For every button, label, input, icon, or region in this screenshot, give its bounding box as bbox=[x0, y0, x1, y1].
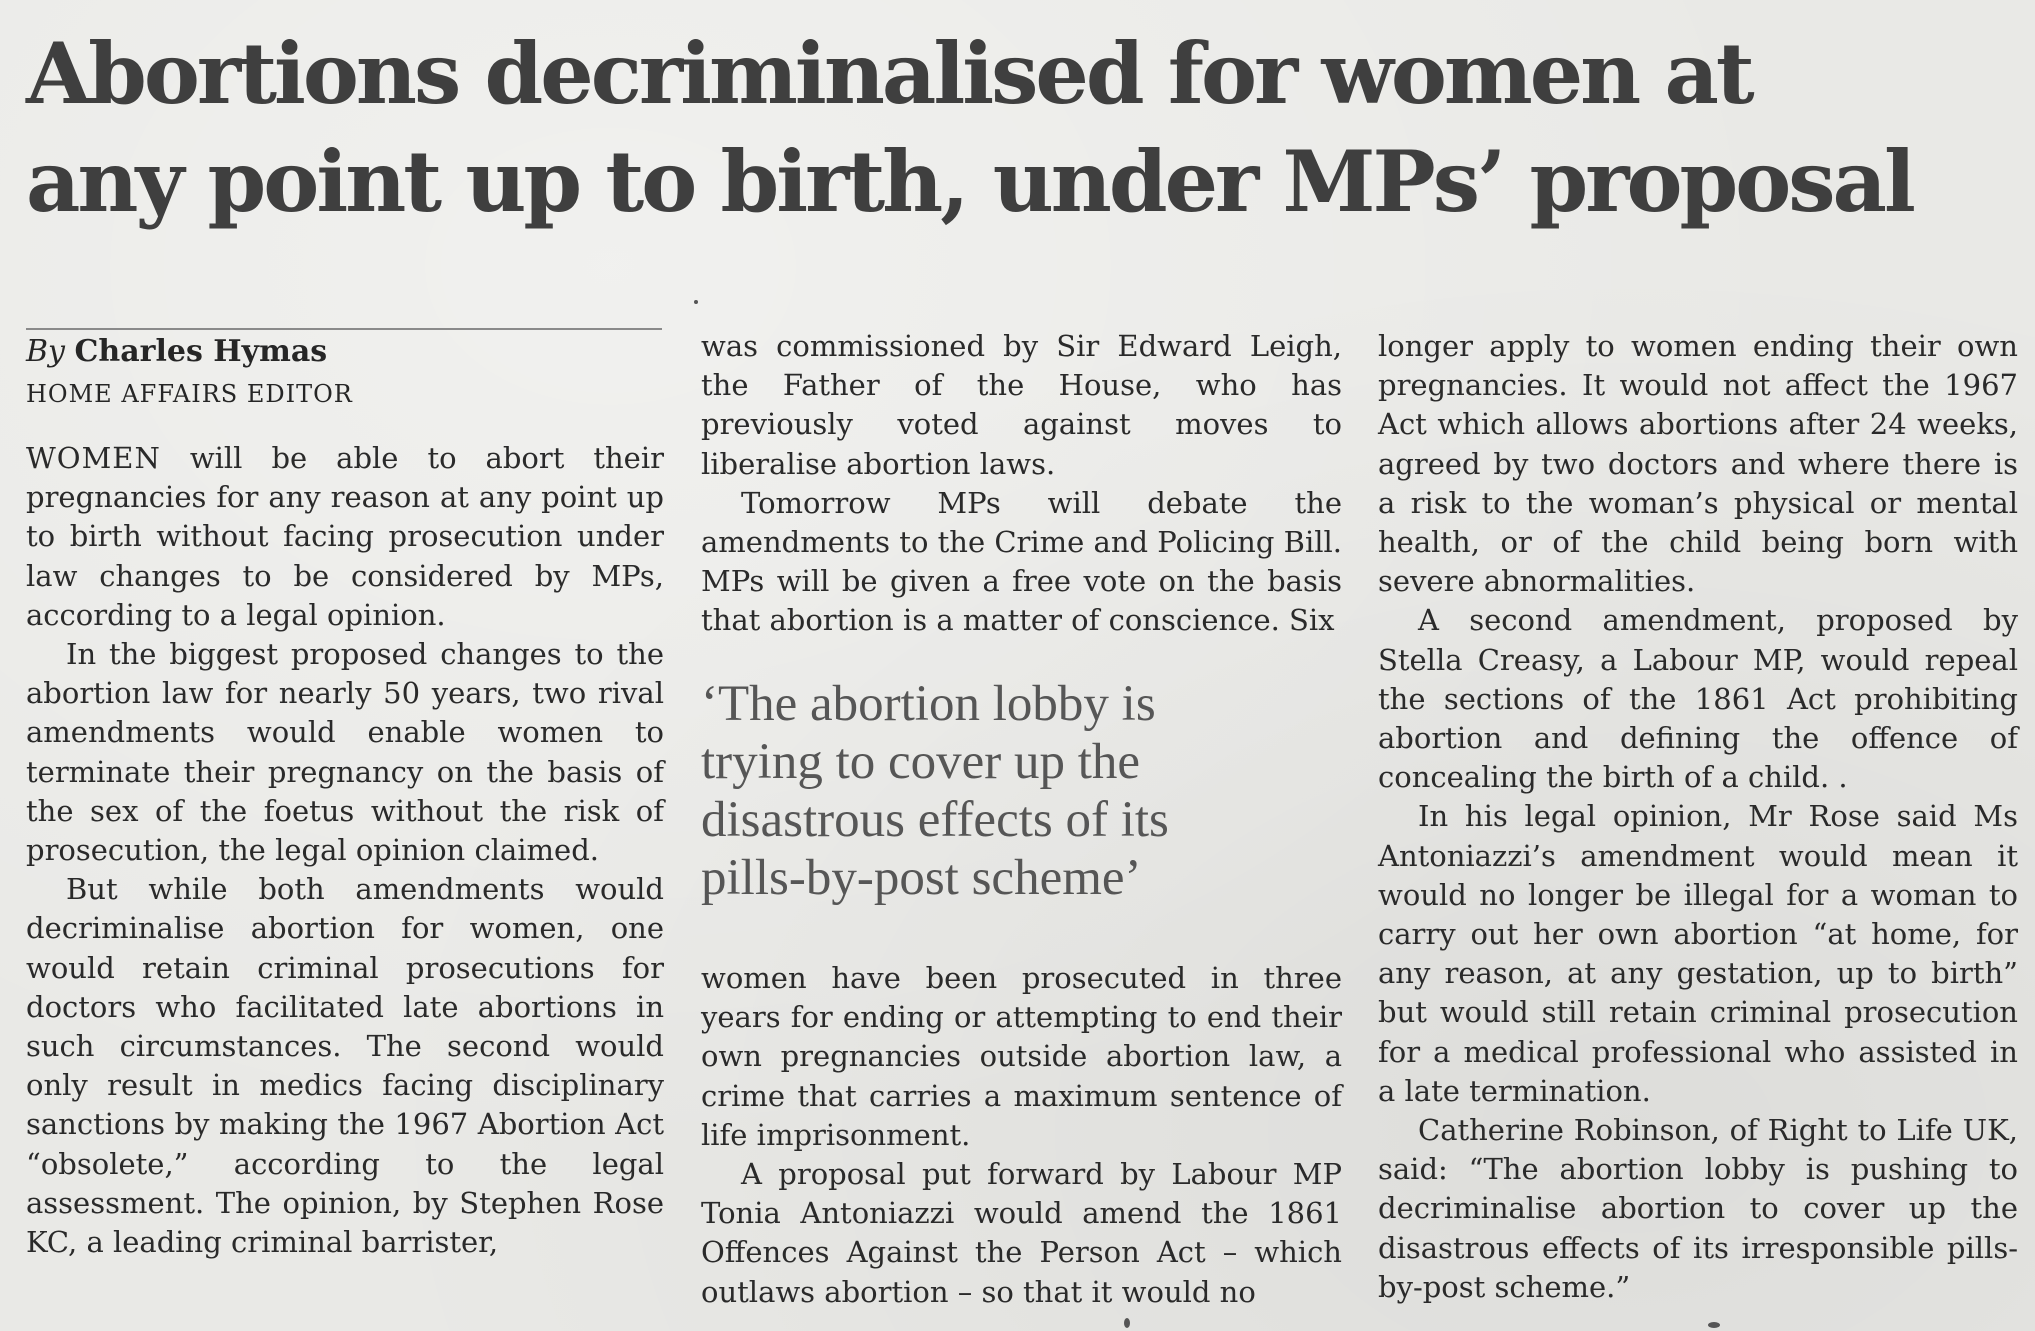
byline bbox=[26, 332, 666, 372]
pull-quote-line: disastrous effects of its bbox=[701, 792, 1169, 848]
paragraph: longer apply to women ending their own pregnancies. It would not affect the 1967 Act which allows abortions after 24 weeks, agreed by two doctors and where there is a risk to the woman’s physical or mental health, or of the child being born with severe abnormalities. bbox=[1378, 329, 2018, 599]
lead-paragraph bbox=[26, 439, 664, 635]
pull-quote-line: pills-by-post scheme’ bbox=[701, 850, 1142, 906]
paper-speck bbox=[694, 300, 698, 304]
article-column-2-top bbox=[701, 327, 1342, 641]
paragraph: women have been prosecuted in three years for ending or attempting to end their own pregnancies outside abortion law, a crime that carries a maximum sentence of life imprisonment. bbox=[701, 961, 1342, 1152]
pull-quote-line: ‘The abortion lobby is bbox=[701, 676, 1156, 732]
headline bbox=[26, 20, 2016, 236]
article-column-2-bottom bbox=[701, 959, 1342, 1312]
paragraph: was commissioned by Sir Edward Leigh, the Father of the House, who has previously voted against moves to liberalise abortion laws. bbox=[701, 329, 1342, 481]
paragraph: But while both amendments would decriminalise abortion for women, one would retain criminal prosecutions for doctors who facilitated late abortions in such circumstances. The second would only result in medics facing disciplinary sanctions by making the 1967 Abortion Act “obsolete,” according to the legal assessment. The opinion, by Stephen Rose KC, a leading criminal barrister, bbox=[26, 872, 664, 1260]
author-role: HOME AFFAIRS EDITOR bbox=[26, 380, 353, 408]
paragraph: In his legal opinion, Mr Rose said Ms Antoniazzi’s amendment would mean it would no longer be illegal for a woman to carry out her own abortion “at home, for any reason, at any gestation, up to birth” but would still retain criminal prosecution for a medical professional who assisted in a late termination. bbox=[1378, 799, 2018, 1108]
paragraph: A second amendment, proposed by Stella Creasy, a Labour MP, would repeal the sections of the 1861 Act prohibiting abortion and defining the offence of concealing the birth of a child. . bbox=[1378, 603, 2018, 795]
lead-text: will be able to abort their pregnancies for any reason at any point up to birth without facing prosecution under law changes to be considered by MPs, according to a legal opinion. bbox=[26, 441, 664, 632]
lead-caps: WOMEN bbox=[26, 441, 161, 475]
author-name: Charles Hymas bbox=[74, 334, 328, 369]
paper-speck bbox=[1124, 1318, 1130, 1328]
paper-speck bbox=[1708, 1322, 1720, 1328]
article-column-3 bbox=[1378, 327, 2018, 1307]
paragraph: Tomorrow MPs will debate the amendments to the Crime and Policing Bill. MPs will be given a free vote on the basis that abortion is a matter of conscience. Six bbox=[701, 485, 1342, 638]
article-column-1 bbox=[26, 439, 664, 1262]
pull-quote bbox=[701, 675, 1342, 907]
byline-prefix: By bbox=[26, 334, 65, 369]
headline-line-2: any point up to birth, under MPs’ proposal bbox=[26, 132, 1913, 231]
byline-rule bbox=[26, 328, 662, 330]
paragraph: Catherine Robinson, of Right to Life UK, said: “The abortion lobby is pushing to decriminalise abortion to cover up the disastrous effects of its irresponsible pills-by-post scheme.” bbox=[1378, 1113, 2018, 1304]
paragraph: In the biggest proposed changes to the abortion law for nearly 50 years, two rival amendments would enable women to terminate their pregnancy on the basis of the sex of the foetus without the risk of prosecution, the legal opinion claimed. bbox=[26, 637, 664, 868]
headline-line-1: Abortions decriminalised for women at bbox=[26, 24, 1752, 123]
paragraph: A proposal put forward by Labour MP Tonia Antoniazzi would amend the 1861 Offences Against the Person Act – which outlaws abortion – so that it would no bbox=[701, 1157, 1342, 1309]
pull-quote-line: trying to cover up the bbox=[701, 734, 1141, 790]
